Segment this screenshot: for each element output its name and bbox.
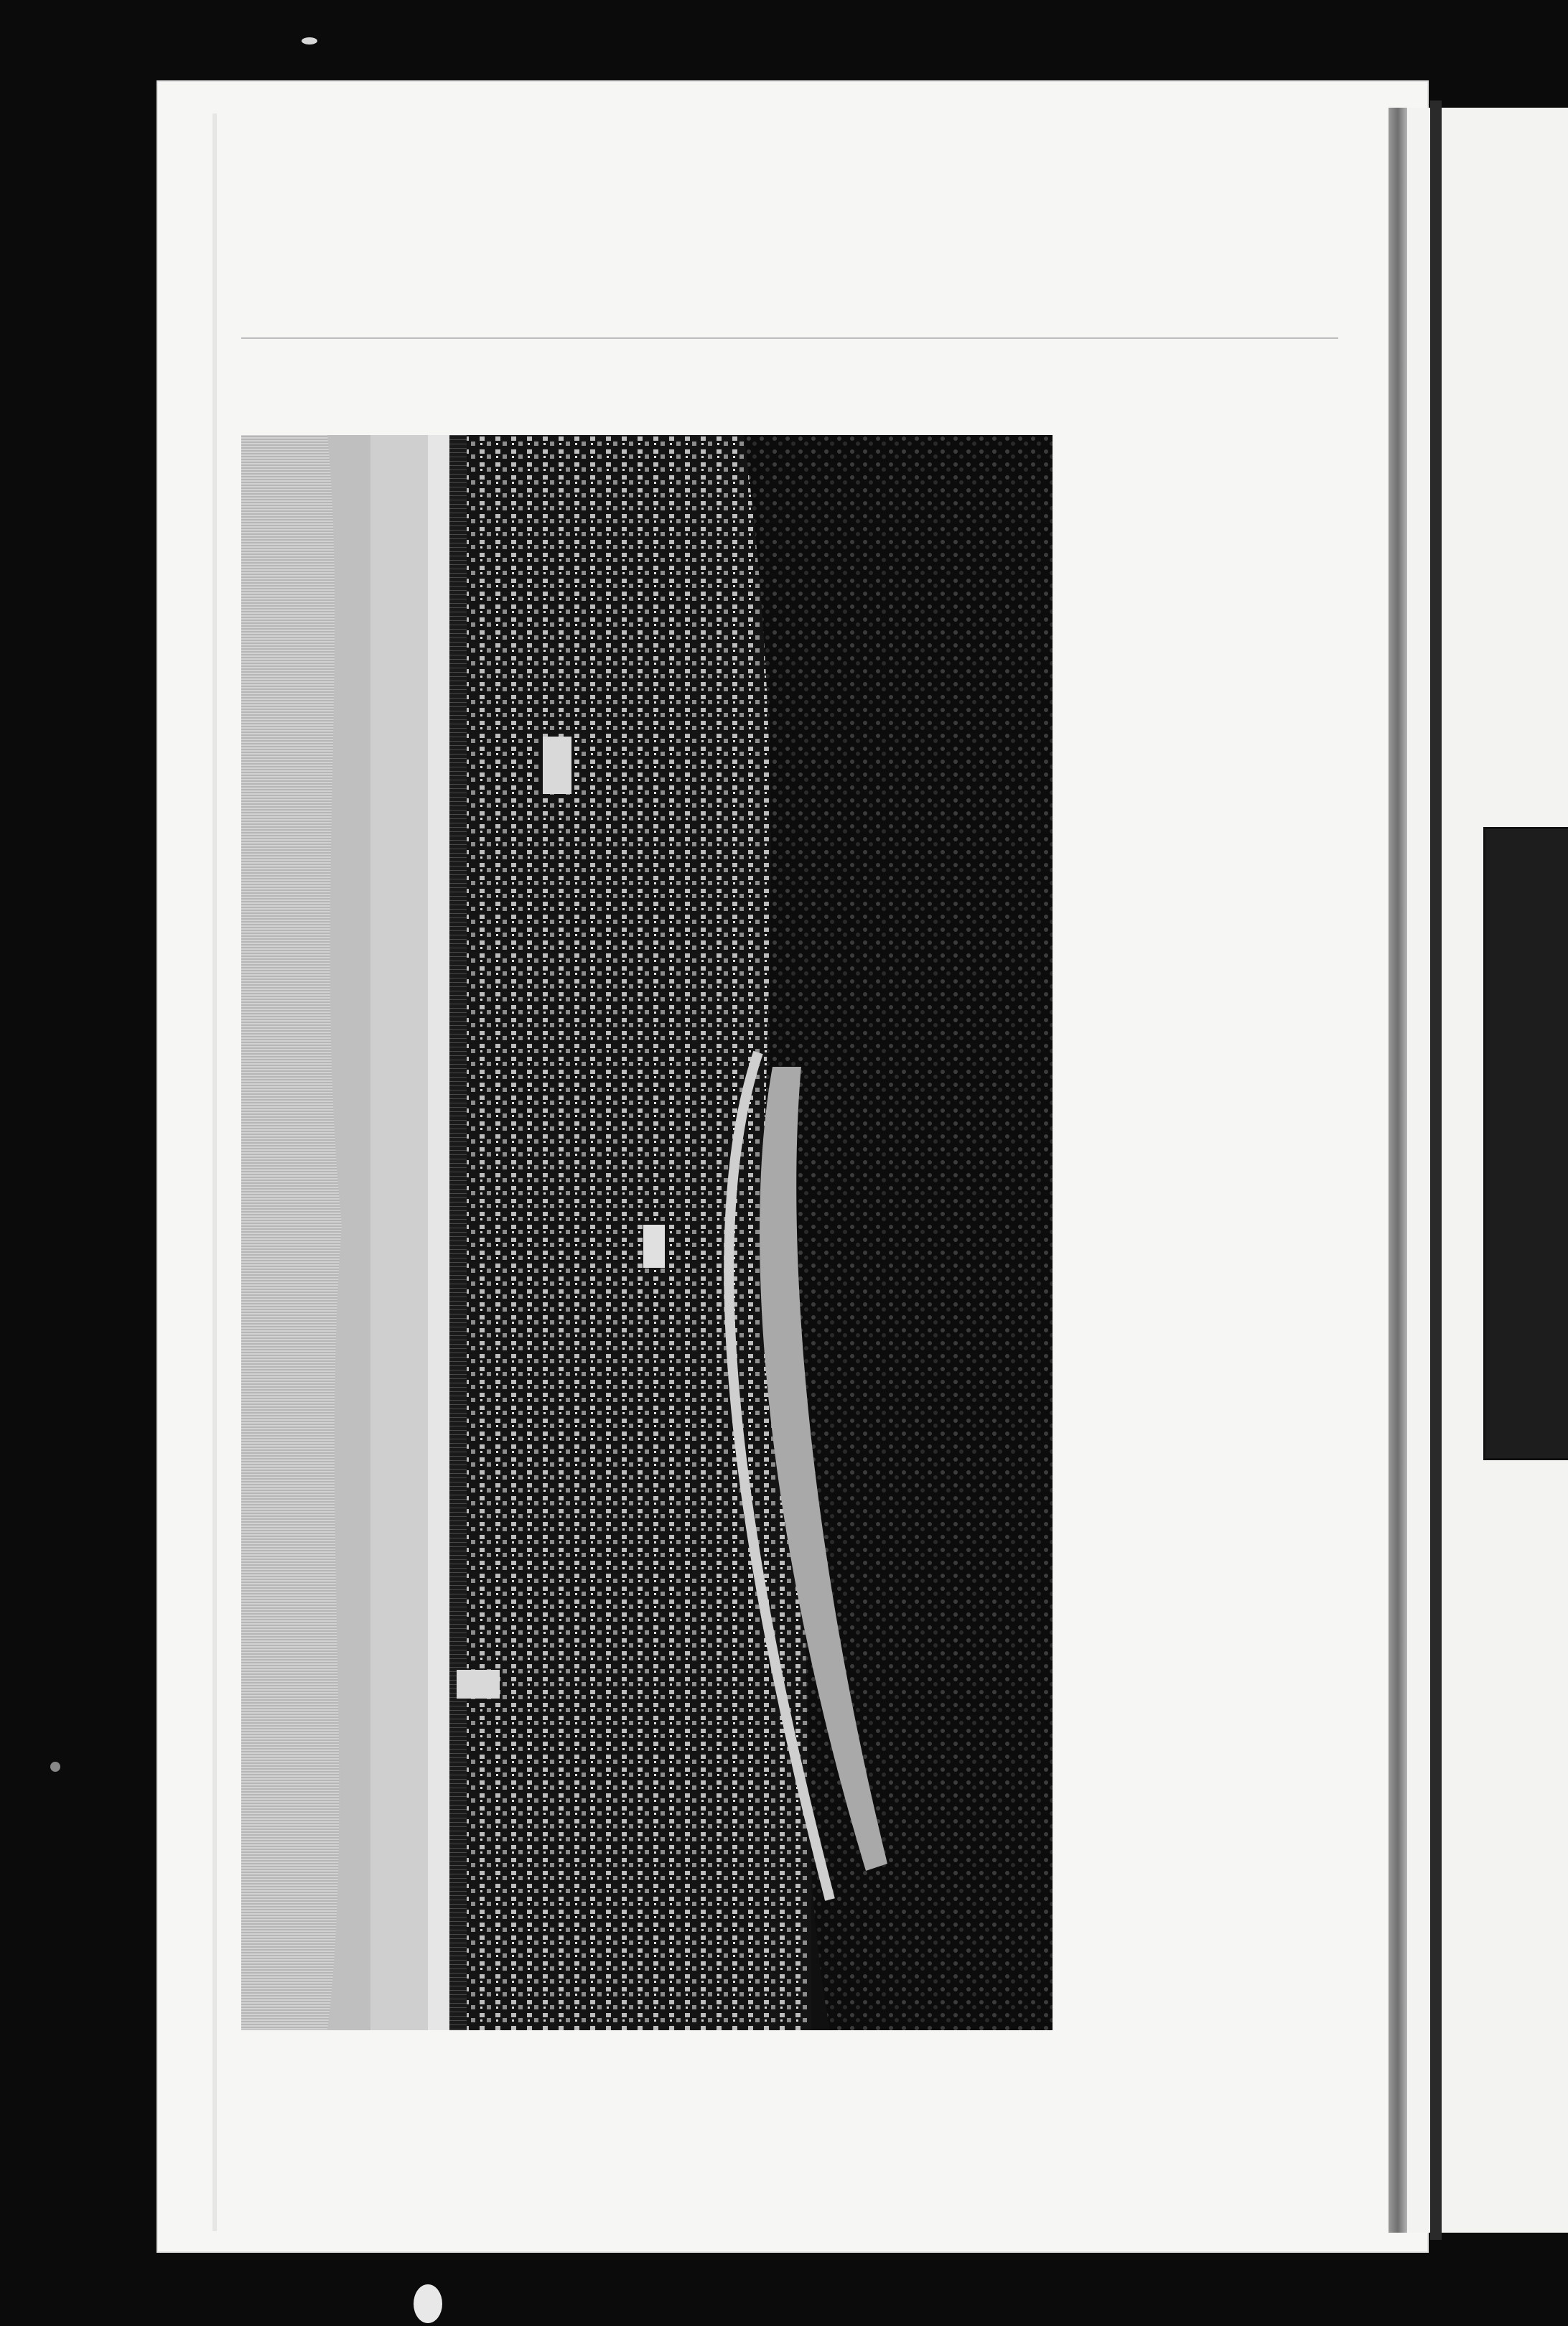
header-rule xyxy=(241,337,1338,339)
page-inner-edge xyxy=(213,113,217,2231)
montreal-engraving xyxy=(241,435,1053,2030)
engraving-illustration xyxy=(241,435,1053,2030)
page-gutter xyxy=(1430,101,1442,2240)
page-header xyxy=(241,289,1338,332)
scan-speck xyxy=(50,1762,60,1772)
book-spine-shadow xyxy=(1389,108,1407,2233)
figure-caption xyxy=(1064,826,1096,1615)
facing-page-illustration xyxy=(1483,827,1568,1460)
scan-speck xyxy=(414,2284,442,2323)
scan-speck xyxy=(302,37,317,45)
